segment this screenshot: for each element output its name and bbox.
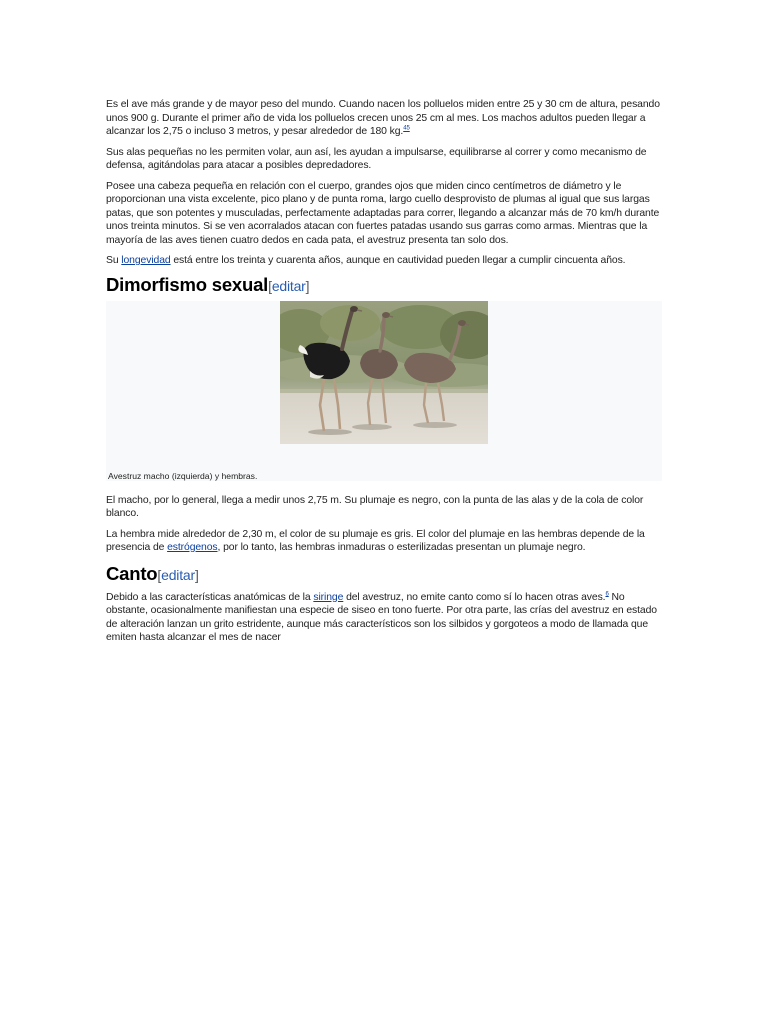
ostrich-photo[interactable] (280, 301, 488, 444)
figure-caption: Avestruz macho (izquierda) y hembras. (108, 470, 258, 481)
paragraph-anatomy: Posee una cabeza pequeña en relación con el cuerpo, grandes ojos que miden cinco centímetros de diámetro y le proporcionan una vista excelente, pico plano y de punta roma, largo cuello desprovisto de plumas al igual que sus largas patas, que son potentes y musculadas, perfectamente adaptadas para correr, llegando a alcanzar más de 70 km/h durante unos treinta minutos. Si se ven acorralados atacan con fuertes patadas usando sus garras como armas. Mientras que la mayoría de las aves tienen cuatro dedos en cada pata, el avestruz presenta tan solo dos. (106, 180, 660, 246)
paragraph-longevity: Su longevidad está entre los treinta y cuarenta años, aunque en cautividad pueden llegar a cumplir cincuenta años. (106, 255, 626, 266)
footnote-ref[interactable]: 6 (605, 591, 609, 598)
footnote-ref[interactable]: 45 (403, 125, 410, 132)
link-siringe[interactable]: siringe (313, 591, 344, 603)
section-heading-dimorfismo: Dimorfismo sexual[editar] (106, 273, 310, 295)
paragraph-wings: Sus alas pequeñas no les permiten volar, aun así, les ayudan a impulsarse, equilibrarse al correr y como mecanismo de defensa, agitándolas para atacar a posibles depredadores. (106, 146, 647, 171)
link-estrogenos[interactable]: estrógenos (167, 542, 218, 553)
paragraph-size (106, 98, 662, 139)
paragraph-canto: Debido a las características anatómicas de la siringe del avestruz, no emite canto como sí lo hacen otras aves.$^6$ No obstante, ocasionalmente manifiestan una especie de siseo en tono fuerte. Por otra parte, las crías del avestruz en estado de alteración lanzan un grito estridente, aunque más característicos son los silbidos y gorgoteos a modo de llamada que emiten hasta alcanzar el mes de nacer (106, 591, 657, 643)
article-body (106, 98, 662, 645)
paragraph-size-text: Es el ave más grande y de mayor peso del mundo. Cuando nacen los polluelos miden entre 25 y 30 cm de altura, pesando unos 900 g. Durante el primer año de vida los polluelos crecen unos 25 cm al mes. Los machos adultos pueden llegar a alcanzar los 2,75 o incluso 3 metros, y pesar alrededor de 180 kg. (106, 99, 660, 137)
figure-thumb (106, 301, 662, 481)
link-longevidad[interactable]: longevidad (121, 255, 171, 266)
edit-section-link[interactable]: [editar] (268, 277, 310, 294)
paragraph-male: El macho, por lo general, llega a medir unos 2,75 m. Su plumaje es negro, con la punta de las alas y de la cola de color blanco. (106, 494, 644, 519)
section-heading-canto: Canto[editar] (106, 562, 199, 584)
paragraph-female: La hembra mide alrededor de 2,30 m, el color de su plumaje es gris. El color del plumaje en las hembras depende de la presencia de estrógenos, por lo tanto, las hembras inmaduras o esterilizadas presentan un plumaje negro. (106, 528, 645, 553)
edit-section-link[interactable]: [editar] (157, 566, 199, 583)
